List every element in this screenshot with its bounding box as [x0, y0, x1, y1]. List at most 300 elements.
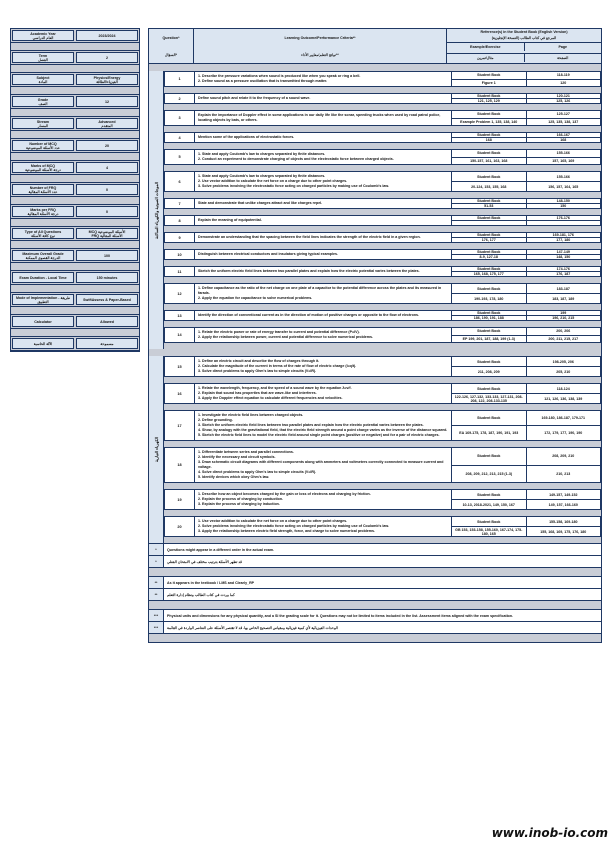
field-label	[12, 30, 74, 41]
field-value-text: MCQ الأسئلة الموضوعية	[88, 229, 126, 234]
outcome-line: 1. State and apply Coulomb's law to charges separated by finite distances.	[198, 152, 326, 156]
table-row	[164, 283, 601, 304]
question-number: 10	[165, 250, 195, 259]
example-cell	[452, 490, 527, 509]
example-cell	[452, 216, 527, 225]
example-ref: 51-53	[452, 203, 526, 208]
page-ref: 210, 213	[527, 465, 601, 483]
outcome-line: Demonstrate an understanding that the spacing between the field lines indicates the strength of the electric field in a given region.	[198, 235, 421, 239]
field-label	[12, 52, 74, 63]
outcome-line: 2. Identify the necessary and circuit symbols.	[198, 455, 276, 459]
page-ref: 121, 126, 136, 138, 139	[527, 393, 601, 403]
example-ref: 208, 209, 212, 213, 215 (1-3)	[452, 465, 526, 483]
example-cell	[452, 172, 527, 191]
page-ref: 183-187	[556, 286, 570, 291]
field-label-en: Exam Duration - Local Time	[19, 275, 67, 280]
field-value-text: 150 minutes	[96, 275, 118, 280]
footnote-separator	[149, 633, 601, 642]
sidebar-field	[11, 95, 139, 109]
page-cell	[527, 384, 601, 403]
example-cell	[452, 150, 527, 164]
outcome-line: 2. Apply the relationship between power, current and potential difference to solve numerical problems.	[198, 335, 373, 339]
example-ref: Student Book	[477, 174, 501, 179]
field-value-text: 100	[104, 253, 110, 258]
question-number: 19	[165, 490, 195, 509]
footnote-text: Physical units and dimensions for any physical quantity, and a SI the grading scale for it. Questions may not be limited to items included in the list. Assessment items aligned with the exam specification.	[167, 613, 514, 618]
sidebar-field	[11, 337, 139, 351]
outcome-line: 3. Solve problems involving the electrostatic force acting on charged particles by making use of Coulomb's law.	[198, 184, 390, 188]
footnote	[149, 576, 601, 588]
question-number: 9	[165, 233, 195, 242]
page-ref: 199	[560, 311, 567, 315]
field-label	[12, 184, 74, 195]
outcome-line: 2. Use vector addition to calculate the net force on a charge due to other point charges.	[198, 179, 348, 183]
example-ref: 150-157, 161, 163, 168	[452, 157, 526, 165]
page-cell	[527, 172, 601, 191]
field-label-ar: المسار	[37, 123, 49, 128]
footnote-mark: *	[149, 556, 164, 567]
exam-specification-table	[148, 28, 602, 643]
learning-outcome	[195, 311, 452, 320]
field-value-text: Advanced	[98, 119, 116, 124]
table-row	[164, 93, 601, 104]
example-cell	[452, 267, 527, 276]
example-ref: 20-124, 153, 155, 168	[452, 181, 526, 191]
page-cell	[527, 133, 601, 142]
field-value	[76, 30, 138, 41]
footnote-text: كما وردت في كتاب الطالب ونظام إدارة التعلم	[167, 592, 235, 597]
field-value	[76, 206, 138, 217]
table-row	[164, 410, 601, 441]
field-value-text: 2	[106, 55, 108, 60]
example-ref: Figure 1	[452, 79, 526, 87]
sidebar-field	[11, 205, 139, 219]
question-header-ar: السؤال*	[164, 52, 178, 57]
separator	[11, 131, 139, 139]
sidebar-field	[11, 249, 139, 263]
footnote	[149, 588, 601, 600]
page-header: Page	[558, 45, 568, 49]
page-ref: 120-121	[556, 94, 570, 98]
page-ref: 169-181, 176	[552, 233, 574, 237]
footnote	[149, 621, 601, 633]
field-label-ar: درجة الأسئلة الموضوعية	[25, 167, 61, 172]
page-ref: 177, 180	[527, 237, 601, 242]
reference-header: Reference(s) in the Student Book (English Version)	[480, 30, 568, 34]
page-ref: 148-150	[556, 199, 570, 203]
outcome-section	[149, 356, 601, 543]
table-row	[164, 110, 601, 126]
question-number: 4	[165, 133, 195, 142]
field-value	[76, 96, 138, 107]
field-value	[76, 74, 138, 85]
page-cell	[527, 517, 601, 536]
field-value-text: 12	[105, 99, 109, 104]
footnote	[149, 609, 601, 621]
table-row	[164, 132, 601, 143]
field-value-text: 2023/2024	[98, 33, 116, 38]
example-ref: 190-193, 178, 180	[452, 293, 526, 303]
field-value	[76, 294, 138, 305]
sidebar-field	[11, 161, 139, 175]
table-header	[149, 29, 601, 64]
outcome-line: 4. Show, by analogy with the gravitational field, that the electric field strength around a point charge varies as the inverse of the distance squared.	[198, 428, 448, 432]
page-ref: 176, 187	[527, 271, 601, 276]
question-number: 6	[165, 172, 195, 191]
page-ref: 147-149	[556, 250, 570, 254]
example-ref: Student Book	[477, 267, 501, 271]
outcome-line: 1. Define an electric circuit and describe the flow of charges through it.	[198, 359, 320, 363]
outcome-line: 1. Relate the wavelength, frequency, and the speed of a sound wave by the equation λ=v/f.	[198, 386, 352, 390]
example-cell	[452, 517, 527, 536]
example-cell	[452, 94, 527, 103]
separator	[11, 175, 139, 183]
field-label-en: Academic Year	[30, 31, 56, 36]
learning-outcome	[195, 267, 452, 276]
example-cell	[452, 328, 527, 342]
page-cell	[527, 199, 601, 208]
learning-outcome	[195, 133, 452, 142]
field-value	[76, 272, 138, 283]
outcome-line: Identify the direction of conventional current as in the direction of motion of positive charges or opposite to the flow of electrons.	[198, 313, 420, 317]
field-label-en: Grade	[37, 97, 49, 102]
page-ref: 155-166	[556, 151, 570, 156]
example-ref: Student Book	[477, 519, 501, 524]
field-value-text: Allowed	[100, 319, 114, 324]
field-label-ar: العام الدراسي	[32, 35, 54, 40]
sidebar-field	[11, 183, 139, 197]
example-cell	[452, 133, 527, 142]
page-cell	[527, 448, 601, 482]
table-row	[164, 356, 601, 377]
field-value-text: SwiftAssess & Paper-Based	[83, 297, 131, 302]
page-cell	[527, 216, 601, 225]
example-ref: Student Book	[477, 329, 501, 334]
section-label	[149, 71, 164, 349]
page-ref: 125, 126	[527, 98, 601, 103]
page-ref: 176-176	[556, 216, 570, 220]
example-ref: Student Book	[477, 73, 501, 78]
page-cell	[527, 267, 601, 276]
field-label-en: Maximum Overall Grade	[22, 251, 64, 256]
outcome-line: Explain the importance of Doppler effect in some applications in our daily life like the sonar, speeding trucks when used by road patrol police, locating objects by bats, or others.	[198, 113, 441, 122]
example-cell	[452, 233, 527, 242]
page-ref: 149, 157, 166-160	[527, 499, 601, 509]
example-ref: Student Book	[477, 199, 501, 203]
learning-outcome	[195, 94, 452, 103]
field-label-en: Term	[38, 53, 48, 58]
page-ref: 200, 211, 215, 217	[527, 335, 601, 343]
page-ref: 155-158, 169-180	[549, 519, 578, 524]
page-ref: 125, 135, 138, 137	[527, 118, 601, 126]
field-label-en: Number of MCQ	[29, 141, 57, 146]
outcome-line: Explain the meaning of equipotential.	[198, 218, 262, 222]
page-ref: 149-157, 149-152	[549, 492, 578, 497]
field-value-text: 4	[106, 165, 108, 170]
example-ref: Student Book	[477, 94, 501, 98]
page-ref: 174-176	[556, 267, 570, 271]
field-label-en: Type of All Questions	[24, 229, 62, 234]
learning-outcome	[195, 250, 452, 259]
sidebar-field	[11, 29, 139, 43]
field-label-ar: الدرجة القصوى الممكنة	[25, 255, 61, 260]
field-value	[76, 162, 138, 173]
outcome-line: 1. Define capacitance as the ratio of the net charge on one plate of a capacitor to the potential difference across the plates and its measured in farads.	[198, 286, 442, 295]
sidebar-field	[11, 139, 139, 153]
field-label	[12, 316, 74, 327]
page-cell	[527, 233, 601, 242]
outcome-line: 3. Apply the Doppler effect equation to calculate different frequencies and velocities.	[198, 396, 343, 400]
page-cell	[527, 250, 601, 259]
page-ref: 118-119	[556, 73, 570, 78]
learning-outcome	[195, 150, 452, 164]
example-cell	[452, 250, 527, 259]
field-label-en: Stream	[36, 119, 50, 124]
example-cell	[452, 72, 527, 86]
page-ref: 172, 179, 177, 190, 190	[527, 425, 601, 440]
outcome-line: Distinguish between electrical conductors and insulators giving typical examples.	[198, 252, 338, 256]
learning-outcome	[195, 216, 452, 225]
field-label-en: Subject	[36, 75, 50, 80]
separator	[11, 65, 139, 73]
example-header: Example/Exercise	[447, 43, 525, 51]
outcome-header: Learning Outcome/Performance Criteria**	[284, 35, 356, 40]
sidebar-field	[11, 271, 139, 285]
example-ref: EA 169-175, 178, 187, 190, 191, 193	[452, 425, 526, 440]
outcome-line: 2. Apply the equation for capacitance to solve numerical problems.	[198, 296, 313, 300]
example-cell	[452, 384, 527, 403]
field-value-text: 0	[106, 209, 108, 214]
separator	[11, 241, 139, 249]
section-label	[149, 356, 164, 543]
question-number: 20	[165, 517, 195, 536]
example-cell	[452, 111, 527, 125]
field-value	[76, 140, 138, 151]
outcome-line: 1. Relate the electric power or rate of energy transfer to current and potential difference (P=IV).	[198, 330, 360, 334]
page-ref	[527, 220, 601, 225]
page-ref: 208, 209, 210	[552, 454, 575, 459]
table-row	[164, 266, 601, 277]
page-cell	[527, 490, 601, 509]
section-rows	[164, 356, 601, 543]
field-label	[12, 162, 74, 173]
learning-outcome	[195, 72, 452, 86]
outcome-line: 1. State and apply Coulomb's law to charges separated by finite distances.	[198, 174, 326, 178]
field-label-ar: درجة الأسئلة المقالية	[27, 211, 59, 216]
outcome-line: 2. Explain the process of charging by conduction.	[198, 497, 284, 501]
learning-outcome	[195, 233, 452, 242]
example-ref: 176, 177	[452, 237, 526, 242]
example-ref: 186, 190, 191, 188	[452, 315, 526, 320]
page-ref: 118-124	[556, 386, 570, 391]
sidebar-field	[11, 293, 139, 307]
page-cell	[527, 284, 601, 303]
example-ref: Student Book	[477, 311, 501, 315]
sidebar-field	[11, 73, 139, 87]
outcome-line: 3. Sketch the uniform electric field lines between two parallel plates and explain how the electric potential varies between the plates.	[198, 423, 424, 427]
field-value	[76, 228, 138, 239]
field-value	[76, 338, 138, 349]
footnote-mark: ***	[149, 622, 164, 633]
table-row	[164, 249, 601, 260]
separator	[11, 109, 139, 117]
field-label-ar: المادة	[38, 79, 48, 84]
learning-outcome	[195, 411, 452, 440]
footnote-mark: **	[149, 589, 164, 600]
field-label	[12, 206, 74, 217]
page-ref: 157, 165, 169	[527, 157, 601, 165]
learning-outcome	[195, 172, 452, 191]
page-ref: 125-127	[556, 112, 570, 117]
outcome-line: 2. Explain that sound has properties that are wave-like and interferes.	[198, 391, 317, 395]
example-cell	[452, 448, 527, 482]
field-value	[76, 250, 138, 261]
page-ref: 205, 210	[527, 366, 601, 376]
field-label-en: Mode of Implementation - طريقة التطبيق	[15, 295, 71, 304]
separator	[11, 153, 139, 161]
question-number: 7	[165, 199, 195, 208]
example-ref: 121, 125, 129	[452, 98, 526, 103]
sidebar-field	[11, 315, 139, 329]
example-ref: Student Book	[477, 359, 501, 364]
separator	[11, 219, 139, 227]
question-number: 15	[165, 357, 195, 376]
outcome-line: 2. Define sound as a pressure oscillation that is transmitted through matter.	[198, 79, 328, 83]
outcome-line: 2. Conduct an experiment to demonstrate charging of objects and the electrostatic force between charged objects.	[198, 157, 394, 161]
field-label	[12, 74, 74, 85]
table-row	[164, 232, 601, 243]
footnote-mark: ***	[149, 610, 164, 621]
section-rows	[164, 71, 601, 349]
field-label	[12, 250, 74, 261]
section-separator	[149, 349, 601, 356]
separator	[11, 197, 139, 205]
example-ref: Student Book	[477, 416, 501, 420]
field-value	[76, 316, 138, 327]
field-value-text-2: الفيزياء/الطاقة	[96, 79, 118, 84]
example-cell	[452, 311, 527, 320]
page-ref: 155-166	[556, 174, 570, 179]
footnote-text: قد تظهر الأسئلة بترتيب مختلف في الامتحان الفعلي	[167, 559, 243, 564]
outcome-line: 3. Solve direct problems to apply Ohm's law to simple circuits (V=IR).	[198, 369, 317, 373]
learning-outcome	[195, 284, 452, 303]
page-ref: 183, 187, 189	[527, 293, 601, 303]
question-number: 2	[165, 94, 195, 103]
separator	[11, 43, 139, 51]
footnote-text: As it appears in the textbook / LMS and Clearly_RP	[167, 580, 255, 585]
example-ref: 8-9, 127-18	[452, 254, 526, 259]
field-label	[12, 294, 74, 305]
outcome-line: State and demonstrate that unlike charges attract and like charges repel.	[198, 201, 323, 205]
page-cell	[527, 94, 601, 103]
footnote-separator	[149, 567, 601, 576]
example-ref: 10-13, 2018-2021, 149, 150, 167	[452, 499, 526, 509]
example-ref: 168	[452, 137, 526, 142]
outcome-line: Mention some of the applications of electrostatic forces.	[198, 135, 295, 139]
example-ref: 122-126, 127-132, 133-133, 127-131, 208-208, 122, 208-133-135	[452, 393, 526, 403]
field-label	[12, 96, 74, 107]
question-number: 14	[165, 328, 195, 342]
learning-outcome	[195, 448, 452, 482]
separator	[11, 263, 139, 271]
footnote	[149, 555, 601, 567]
footnote-separator	[149, 600, 601, 609]
outcome-line: 1. Describe the pressure variations when sound is produced like when you speak or ring a bell.	[198, 74, 361, 78]
outcome-line: Sketch the uniform electric field lines between two parallel plates and explain how the electric potential varies between the plates.	[198, 269, 420, 273]
learning-outcome	[195, 111, 452, 125]
footnote-mark: **	[149, 577, 164, 588]
question-number: 5	[165, 150, 195, 164]
question-number: 1	[165, 72, 195, 86]
outcome-header-ar: نواتج التعلم/معايير الأداء**	[301, 52, 339, 57]
field-label-en: Number of FRQ	[29, 185, 57, 190]
example-ref: Student Book	[477, 492, 501, 497]
field-value	[76, 118, 138, 129]
page-ref: 168	[527, 137, 601, 142]
footnote	[149, 543, 601, 555]
page-ref: 196, 210, 215	[527, 315, 601, 320]
table-row	[164, 149, 601, 165]
example-ref: Student Book	[477, 112, 501, 117]
page-ref: 120	[527, 79, 601, 87]
question-number: 17	[165, 411, 195, 440]
field-value-text: Physics/Energy	[93, 75, 121, 80]
outcome-line: Define sound pitch and relate it to the frequency of a sound wave.	[198, 96, 311, 100]
example-ref: EP 199, 201, 187, 188, 199 (1-3)	[452, 335, 526, 343]
website-watermark: www.inob-io.com	[491, 826, 608, 840]
example-header-ar: مثال/تمرين	[447, 54, 525, 62]
table-row	[164, 171, 601, 192]
sidebar-field	[11, 227, 139, 241]
example-ref: GB 153, 153-158, 155-160, 167-174, 175-180, 165	[452, 526, 526, 536]
outcome-line: 2. Define grounding.	[198, 418, 233, 422]
field-label-en: Calculator	[34, 319, 52, 324]
example-ref: Student Book	[477, 233, 501, 237]
field-label-ar: نوع كافة الأسئلة	[31, 233, 55, 238]
field-value-text: 20	[105, 143, 109, 148]
page-cell	[527, 72, 601, 86]
field-value-text-2: المتقدم	[101, 123, 113, 128]
page-cell	[527, 411, 601, 440]
page-ref: 150	[527, 203, 601, 208]
example-ref: Student Book	[477, 286, 501, 291]
example-ref: Student Book	[477, 216, 501, 220]
table-row	[164, 383, 601, 404]
example-cell	[452, 357, 527, 376]
example-ref: Student Book	[477, 250, 501, 254]
section-label-text: الموجات الصوتية والكهرباء الساكنة	[153, 181, 159, 239]
sidebar-field	[11, 51, 139, 65]
outcome-line: 1. Use vector addition to calculate the net force on a charge due to other point charges.	[198, 519, 348, 523]
page-ref: 156, 157, 164, 165	[527, 181, 601, 191]
example-ref: Student Book	[477, 151, 501, 156]
outcome-line: 5. Identify devices which obey Ohm's law.	[198, 475, 270, 479]
page-ref: 169-180, 186-187, 179-171	[541, 416, 586, 420]
question-number: 3	[165, 111, 195, 125]
field-label	[12, 140, 74, 151]
example-ref	[452, 220, 526, 225]
page-header-ar: الصفحة	[557, 56, 569, 60]
field-value-text-2: FRQ الأسئلة المقالية	[91, 233, 123, 238]
example-cell	[452, 284, 527, 303]
example-cell	[452, 199, 527, 208]
separator	[11, 307, 139, 315]
page-cell	[527, 111, 601, 125]
separator	[11, 285, 139, 293]
page-cell	[527, 328, 601, 342]
field-label-ar: عدد الأسئلة المقالية	[28, 189, 58, 194]
footnote-text: الوحدات الفيزيائية لأي كمية فيزيائية ومقياس التصحيح الخاص بها. قد لا تقتصر الأسئلة على العناصر الواردة في القائمة	[167, 625, 338, 630]
